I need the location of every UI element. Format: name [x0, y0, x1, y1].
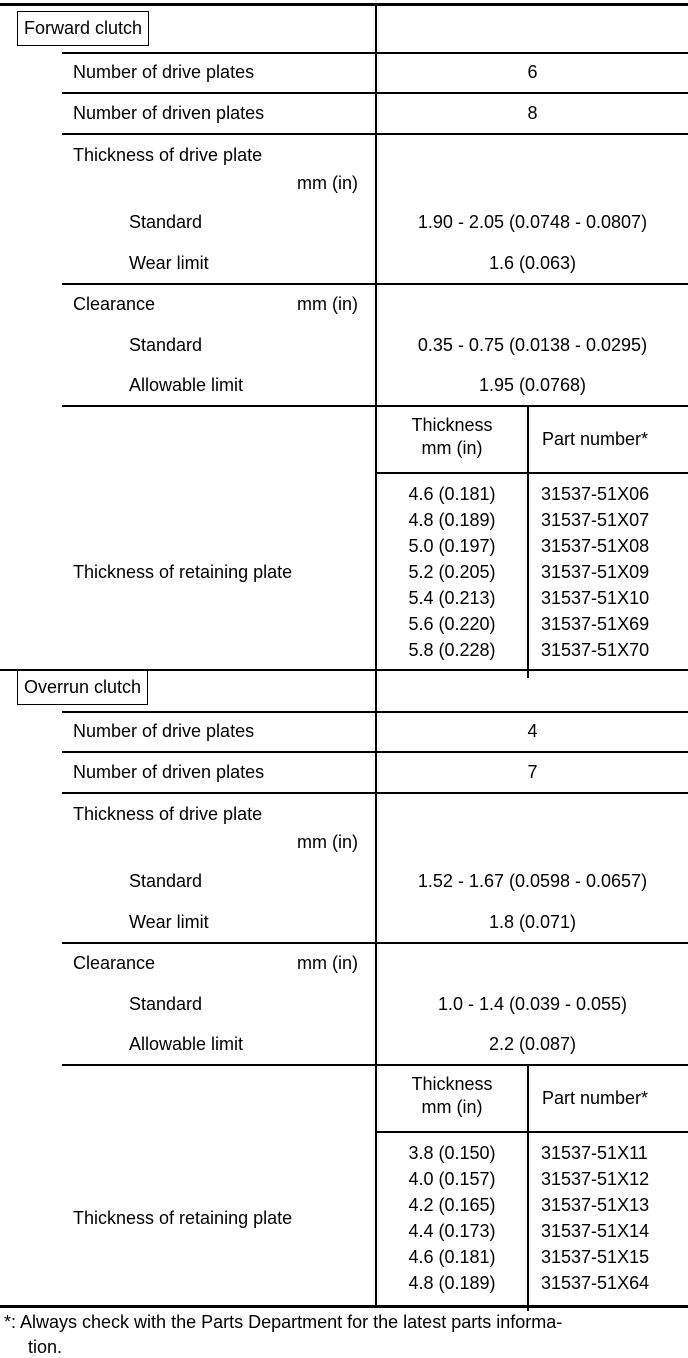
- part-number: 31537-51X12: [541, 1169, 650, 1189]
- part-number: 31537-51X13: [541, 1195, 650, 1215]
- part-number: 31537-51X64: [541, 1273, 650, 1293]
- thickness-value: 4.2 (0.165): [408, 1195, 496, 1215]
- top-rule: [0, 3, 688, 6]
- subtable-divider: [527, 406, 529, 678]
- label-clearance-unit: mm (in): [297, 294, 358, 314]
- row-divider: [62, 92, 688, 94]
- row-divider: [62, 942, 688, 944]
- label-wear: Wear limit: [129, 253, 209, 273]
- row-divider: [62, 133, 688, 135]
- label-clearance-unit: mm (in): [297, 953, 358, 973]
- thickness-value: 5.2 (0.205): [408, 562, 496, 582]
- value-wear: 1.8 (0.071): [488, 912, 577, 932]
- header-thickness-unit: mm (in): [421, 1097, 483, 1117]
- thickness-value: 5.4 (0.213): [408, 588, 496, 608]
- thickness-value: 4.6 (0.181): [408, 484, 496, 504]
- thickness-value: 3.8 (0.150): [408, 1143, 496, 1163]
- label-num-drive: Number of drive plates: [73, 721, 255, 741]
- row-divider: [62, 751, 688, 753]
- value-num-driven: 7: [527, 762, 538, 782]
- label-cl-allow: Allowable limit: [129, 375, 244, 395]
- forward-section-title: Forward clutch: [17, 11, 149, 46]
- label-clearance: Clearance: [73, 953, 156, 973]
- thickness-value: 4.0 (0.157): [408, 1169, 496, 1189]
- bottom-rule: [0, 1305, 688, 1308]
- header-part-number: Part number*: [542, 1088, 649, 1108]
- header-part-number: Part number*: [542, 429, 649, 449]
- value-cl-standard: 1.0 - 1.4 (0.039 - 0.055): [437, 994, 628, 1014]
- thickness-value: 5.8 (0.228): [408, 640, 496, 660]
- row-divider: [62, 283, 688, 285]
- value-num-drive: 4: [527, 721, 538, 741]
- label-standard: Standard: [129, 212, 203, 232]
- thickness-value: 4.4 (0.173): [408, 1221, 496, 1241]
- subtable-header-rule: [377, 472, 688, 474]
- part-number: 31537-51X14: [541, 1221, 650, 1241]
- part-number: 31537-51X08: [541, 536, 650, 556]
- part-number: 31537-51X07: [541, 510, 650, 530]
- subtable-divider: [527, 1065, 529, 1311]
- label-num-driven: Number of driven plates: [73, 103, 265, 123]
- part-number: 31537-51X10: [541, 588, 650, 608]
- row-divider: [62, 52, 688, 54]
- value-cl-allow: 2.2 (0.087): [488, 1034, 577, 1054]
- label-retaining: Thickness of retaining plate: [73, 562, 293, 582]
- label-thickness: Thickness of drive plate: [73, 804, 263, 824]
- thickness-value: 4.8 (0.189): [408, 1273, 496, 1293]
- footnote-line1: *: Always check with the Parts Department for the latest parts informa-: [4, 1312, 563, 1332]
- part-number: 31537-51X11: [541, 1143, 648, 1163]
- thickness-value: 4.6 (0.181): [408, 1247, 496, 1267]
- label-num-drive: Number of drive plates: [73, 62, 255, 82]
- label-cl-allow: Allowable limit: [129, 1034, 244, 1054]
- label-wear: Wear limit: [129, 912, 209, 932]
- label-standard: Standard: [129, 871, 203, 891]
- label-unit: mm (in): [297, 173, 358, 193]
- label-clearance: Clearance: [73, 294, 156, 314]
- value-num-drive: 6: [527, 62, 538, 82]
- value-standard: 1.52 - 1.67 (0.0598 - 0.0657): [417, 871, 648, 891]
- part-number: 31537-51X09: [541, 562, 650, 582]
- label-unit: mm (in): [297, 832, 358, 852]
- row-divider: [62, 405, 688, 407]
- footnote-line2: tion.: [28, 1337, 63, 1357]
- part-number: 31537-51X70: [541, 640, 650, 660]
- row-divider: [62, 1064, 688, 1066]
- label-cl-standard: Standard: [129, 994, 203, 1014]
- header-thickness: Thickness: [411, 415, 493, 435]
- thickness-value: 4.8 (0.189): [408, 510, 496, 530]
- subtable-header-rule: [377, 1131, 688, 1133]
- value-standard: 1.90 - 2.05 (0.0748 - 0.0807): [417, 212, 648, 232]
- label-thickness: Thickness of drive plate: [73, 145, 263, 165]
- row-divider: [62, 792, 688, 794]
- value-cl-allow: 1.95 (0.0768): [478, 375, 587, 395]
- thickness-value: 5.6 (0.220): [408, 614, 496, 634]
- value-num-driven: 8: [527, 103, 538, 123]
- row-divider: [62, 711, 688, 713]
- value-wear: 1.6 (0.063): [488, 253, 577, 273]
- part-number: 31537-51X15: [541, 1247, 650, 1267]
- part-number: 31537-51X06: [541, 484, 650, 504]
- thickness-value: 5.0 (0.197): [408, 536, 496, 556]
- part-number: 31537-51X69: [541, 614, 650, 634]
- header-thickness: Thickness: [411, 1074, 493, 1094]
- value-cl-standard: 0.35 - 0.75 (0.0138 - 0.0295): [417, 335, 648, 355]
- label-retaining: Thickness of retaining plate: [73, 1208, 293, 1228]
- label-cl-standard: Standard: [129, 335, 203, 355]
- label-num-driven: Number of driven plates: [73, 762, 265, 782]
- header-thickness-unit: mm (in): [421, 438, 483, 458]
- overrun-section-title: Overrun clutch: [17, 670, 148, 705]
